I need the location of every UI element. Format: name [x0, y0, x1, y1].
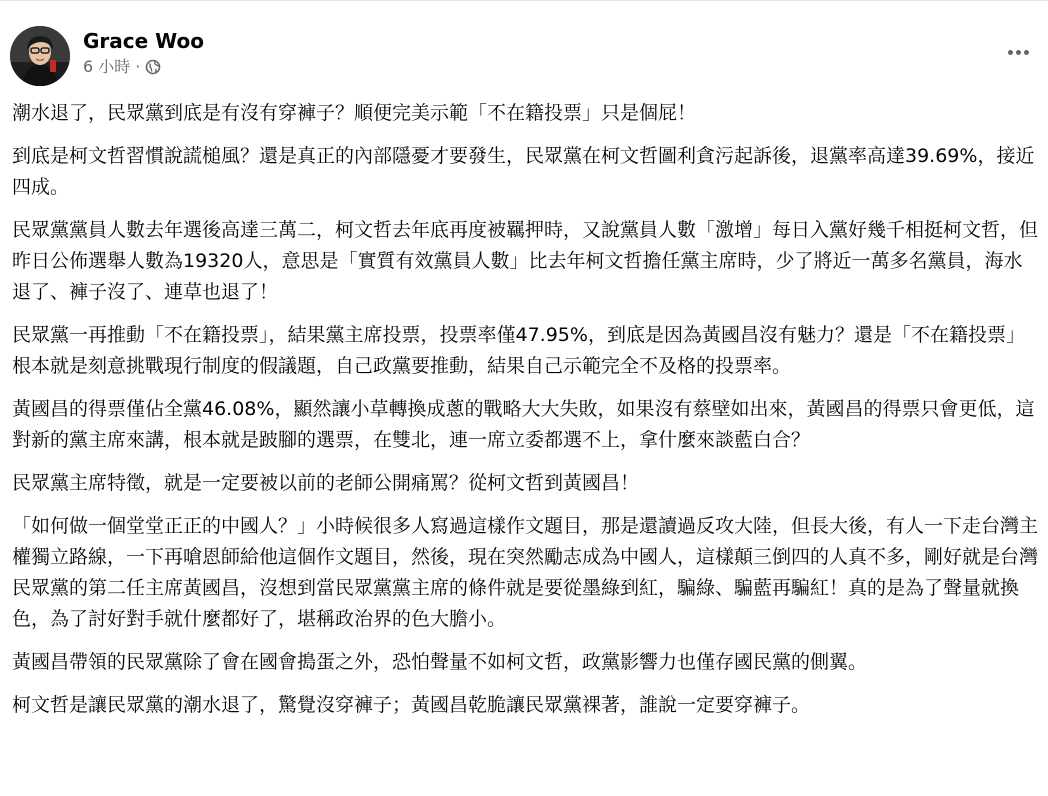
post-meta	[83, 57, 204, 77]
post-paragraph: 柯文哲是讓民眾黨的潮水退了，驚覺沒穿褲子；黃國昌乾脆讓民眾黨裸著，誰說一定要穿褲子。	[12, 694, 811, 716]
more-horizontal-icon	[1008, 50, 1013, 55]
more-horizontal-icon	[1016, 50, 1021, 55]
meta-separator: ·	[135, 57, 141, 76]
post-paragraph: 民眾黨主席特徵，就是一定要被以前的老師公開痛罵？從柯文哲到黃國昌！	[12, 472, 640, 494]
post-paragraph: 黃國昌帶領的民眾黨除了會在國會搗蛋之外，恐怕聲量不如柯文哲，政黨影響力也僅存國民黨的側翼。	[12, 651, 868, 673]
divider	[0, 0, 1048, 1]
post-paragraph: 民眾黨一再推動「不在籍投票」，結果黨主席投票，投票率僅47.95%，到底是因為黃國昌沒有魅力？還是「不在籍投票」根本就是刻意挑戰現行制度的假議題，自己政黨要推動，結果自己示範完全不及格的投票率。	[12, 324, 1025, 377]
more-options-button[interactable]	[1000, 34, 1036, 70]
post-paragraph: 民眾黨黨員人數去年選後高達三萬二，柯文哲去年底再度被羈押時，又說黨員人數「激增」每日入黨好幾千相挺柯文哲，但昨日公佈選舉人數為19320人，意思是「實質有效黨員人數」比去年柯文哲擔任黨主席時，少了將近一萬多名黨員，海水退了、褲子沒了、連草也退了！	[12, 219, 1039, 303]
post-timestamp[interactable]: 6 小時	[83, 57, 131, 76]
author-block	[83, 28, 204, 77]
avatar[interactable]	[10, 26, 70, 86]
post-body	[12, 98, 1040, 733]
post-paragraph: 「如何做一個堂堂正正的中國人？」小時候很多人寫過這樣作文題目，那是還讀過反攻大陸，但長大後，有人一下走台灣主權獨立路線，一下再嗆恩師給他這個作文題目，然後，現在突然勵志成為中國人，這樣顛三倒四的人真不多，剛好就是台灣民眾黨的第二任主席黃國昌，沒想到當民眾黨黨主席的條件就是要從墨綠到紅，騙綠、騙藍再騙紅！真的是為了聲量就換色，為了討好對手就什麼都好了，堪稱政治界的色大膽小。	[12, 515, 1039, 630]
post-paragraph: 黃國昌的得票僅佔全黨46.08%，顯然讓小草轉換成蔥的戰略大大失敗，如果沒有蔡壁如出來，黃國昌的得票只會更低，這對新的黨主席來講，根本就是跛腳的選票，在雙北，連一席立委都選不上，拿什麼來談藍白合？	[12, 398, 1035, 451]
author-name[interactable]: Grace Woo	[83, 29, 204, 53]
post-header	[10, 26, 1040, 88]
more-horizontal-icon	[1024, 50, 1029, 55]
post-paragraph: 到底是柯文哲習慣說謊槌風？還是真正的內部隱憂才要發生，民眾黨在柯文哲圖利貪污起訴後，退黨率高達39.69%，接近四成。	[12, 145, 1035, 198]
globe-icon[interactable]	[145, 59, 161, 75]
post-paragraph: 潮水退了，民眾黨到底是有沒有穿褲子？順便完美示範「不在籍投票」只是個屁！	[12, 102, 697, 124]
